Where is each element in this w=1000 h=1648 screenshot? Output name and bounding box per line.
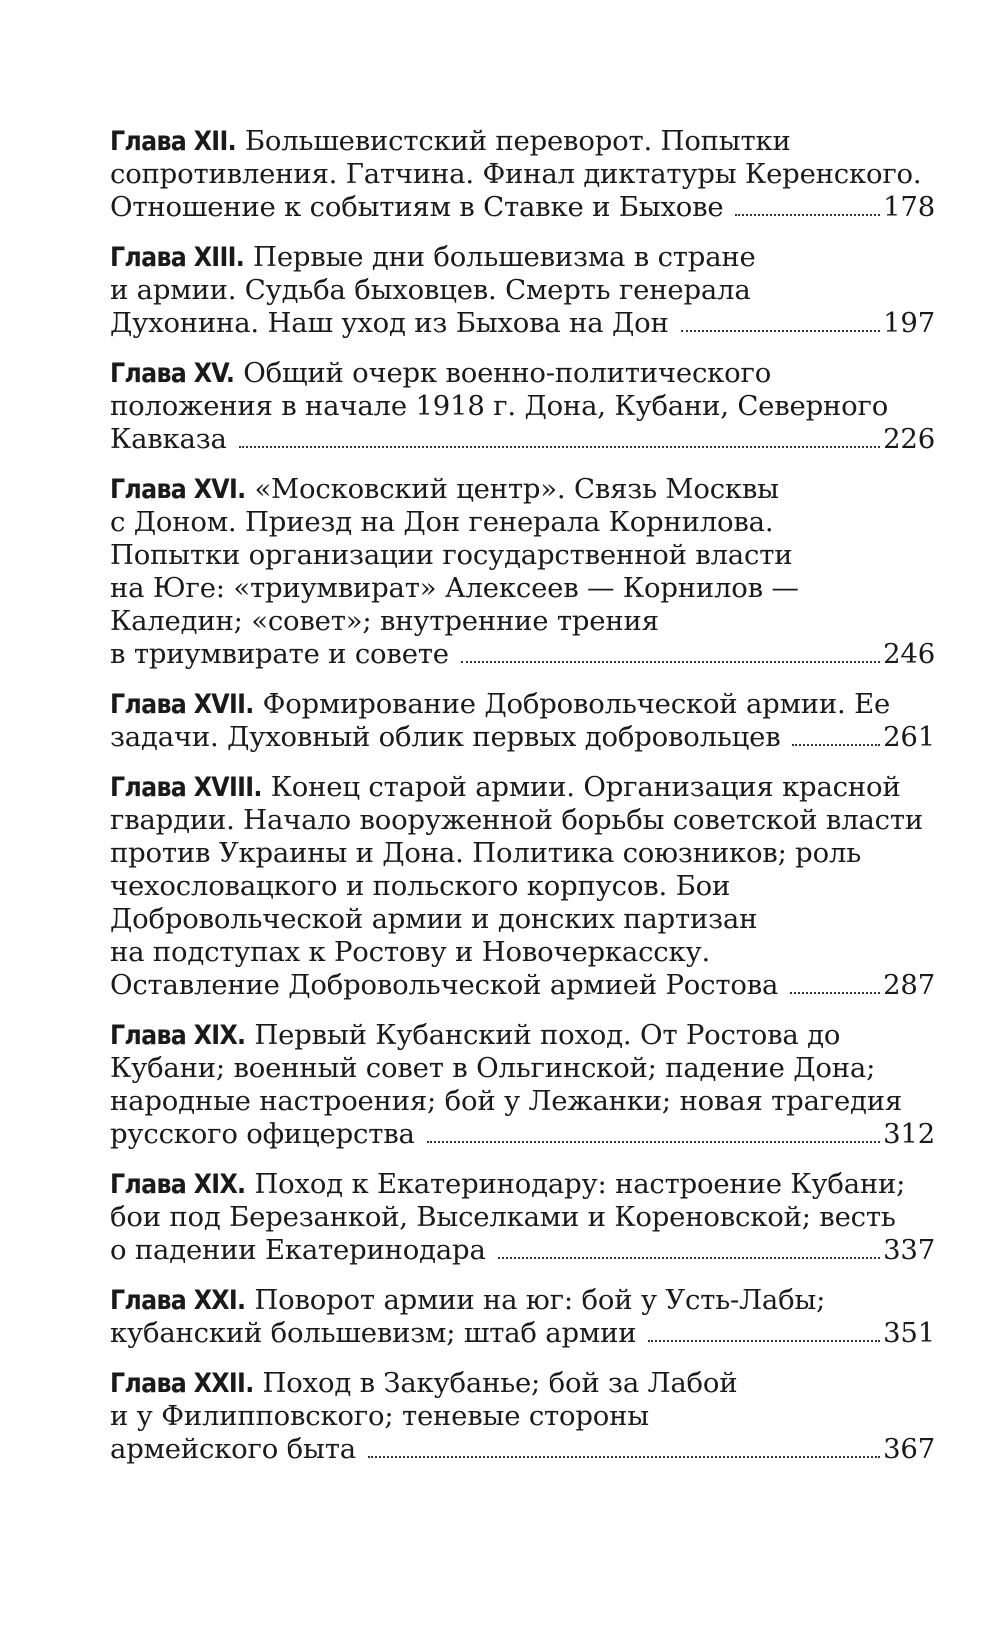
chapter-label: Глава XXII.: [110, 1368, 254, 1399]
chapter-title-text: с Доном. Приезд на Дон генерала Корнилова.: [110, 506, 774, 538]
page-number: 178: [883, 191, 935, 223]
toc-line: [110, 307, 935, 340]
chapter-title-text: Духонина. Наш уход из Быхова на Дон: [110, 307, 669, 339]
chapter-title-text: Кавказа: [110, 423, 227, 455]
chapter-title-text: сопротивления. Гатчина. Финал диктатуры Керенского.: [110, 158, 922, 190]
toc-line: [110, 638, 935, 671]
toc-entry: [110, 1284, 935, 1350]
page-number: 197: [883, 307, 935, 339]
dot-leader: [239, 446, 880, 448]
toc-line: [110, 1433, 935, 1466]
toc-line: [110, 125, 935, 158]
chapter-title-text: Кубани; военный совет в Ольгинской; падение Дона;: [110, 1052, 876, 1084]
toc-line: [110, 1168, 935, 1201]
chapter-label-wrap: [110, 771, 271, 804]
toc-line: [110, 837, 935, 870]
toc-line: [110, 1118, 935, 1151]
page-number: 287: [883, 969, 935, 1001]
toc-entry: [110, 125, 935, 224]
chapter-title-text: Добровольческой армии и донских партизан: [110, 903, 758, 935]
chapter-label-wrap: [110, 473, 254, 506]
chapter-title-text: положения в начале 1918 г. Дона, Кубани, Северного: [110, 390, 889, 422]
chapter-label: Глава XIII.: [110, 242, 245, 273]
toc-entry: [110, 771, 935, 1002]
page-number: 246: [883, 638, 935, 670]
chapter-label: Глава XVII.: [110, 689, 254, 720]
toc-line: [110, 936, 935, 969]
chapter-title-text: народные настроения; бой у Лежанки; новая трагедия: [110, 1085, 903, 1117]
chapter-title-text: Первые дни большевизма в стране: [253, 241, 756, 273]
chapter-label-wrap: [110, 1019, 254, 1052]
toc-entry: [110, 1367, 935, 1466]
toc-line: [110, 804, 935, 837]
chapter-title-text: Первый Кубанский поход. От Ростова до: [254, 1019, 841, 1051]
toc-entry: [110, 688, 935, 754]
toc-line: [110, 870, 935, 903]
chapter-title-text: и у Филипповского; теневые стороны: [110, 1400, 649, 1432]
chapter-title-text: Каледин; «совет»; внутренние трения: [110, 605, 659, 637]
toc-line: [110, 241, 935, 274]
chapter-label-wrap: [110, 241, 253, 274]
chapter-label: Глава XVIII.: [110, 772, 262, 803]
page-number: 367: [883, 1433, 935, 1465]
chapter-label-wrap: [110, 125, 245, 158]
chapter-title-text: армейского быта: [110, 1433, 356, 1465]
toc-line: [110, 423, 935, 456]
chapter-title-text: на подступах к Ростову и Новочеркасску.: [110, 936, 711, 968]
dot-leader: [790, 992, 880, 994]
dot-leader: [792, 744, 880, 746]
chapter-label: Глава XV.: [110, 358, 235, 389]
toc-entry: [110, 241, 935, 340]
chapter-label-wrap: [110, 1284, 254, 1317]
toc-line: [110, 1085, 935, 1118]
chapter-title-text: против Украины и Дона. Политика союзников; роль: [110, 837, 861, 869]
chapter-title-text: Попытки организации государственной власти: [110, 539, 793, 571]
page-number: 351: [883, 1317, 935, 1349]
dot-leader: [461, 661, 880, 663]
toc-line: [110, 357, 935, 390]
toc-line: [110, 1234, 935, 1267]
chapter-title-text: и армии. Судьба быховцев. Смерть генерала: [110, 274, 751, 306]
toc-line: [110, 1400, 935, 1433]
toc-line: [110, 1201, 935, 1234]
chapter-title-text: задачи. Духовный облик первых добровольцев: [110, 721, 781, 753]
chapter-label: Глава XIX.: [110, 1020, 246, 1051]
chapter-title-text: Оставление Добровольческой армией Ростова: [110, 969, 779, 1001]
chapter-label: Глава XIX.: [110, 1169, 246, 1200]
toc-entry: [110, 473, 935, 671]
chapter-title-text: на Юге: «триумвират» Алексеев — Корнилов —: [110, 572, 799, 604]
page-number: 226: [883, 423, 935, 455]
chapter-label-wrap: [110, 1168, 254, 1201]
chapter-label-wrap: [110, 357, 243, 390]
toc-line: [110, 274, 935, 307]
chapter-label-wrap: [110, 1367, 263, 1400]
toc-line: [110, 688, 935, 721]
chapter-title-text: Поход в Закубанье; бой за Лабой: [262, 1367, 738, 1399]
toc-line: [110, 903, 935, 936]
toc-line: [110, 771, 935, 804]
toc-line: [110, 572, 935, 605]
chapter-title-text: Отношение к событиям в Ставке и Быхове: [110, 191, 724, 223]
table-of-contents: [110, 125, 935, 1483]
page-number: 337: [883, 1234, 935, 1266]
toc-line: [110, 1019, 935, 1052]
dot-leader: [498, 1257, 880, 1259]
chapter-title-text: чехословацкого и польского корпусов. Бои: [110, 870, 731, 902]
chapter-title-text: кубанский большевизм; штаб армии: [110, 1317, 637, 1349]
chapter-title-text: Поход к Екатеринодару: настроение Кубани;: [254, 1168, 906, 1200]
toc-line: [110, 473, 935, 506]
chapter-title-text: о падении Екатеринодара: [110, 1234, 486, 1266]
toc-line: [110, 969, 935, 1002]
toc-line: [110, 539, 935, 572]
chapter-title-text: Большевистский переворот. Попытки: [244, 125, 791, 157]
chapter-title-text: бои под Березанкой, Выселками и Кореновской; весть: [110, 1201, 896, 1233]
toc-entry: [110, 1019, 935, 1151]
toc-line: [110, 506, 935, 539]
chapter-title-text: в триумвирате и совете: [110, 638, 449, 670]
dot-leader: [735, 214, 880, 216]
toc-line: [110, 191, 935, 224]
toc-entry: [110, 357, 935, 456]
chapter-label-wrap: [110, 688, 263, 721]
dot-leader: [427, 1141, 880, 1143]
dot-leader: [681, 330, 880, 332]
chapter-title-text: Общий очерк военно-политического: [243, 357, 772, 389]
toc-line: [110, 1052, 935, 1085]
chapter-title-text: гвардии. Начало вооруженной борьбы советской власти: [110, 804, 924, 836]
chapter-label: Глава XXI.: [110, 1285, 246, 1316]
chapter-title-text: «Московский центр». Связь Москвы: [254, 473, 779, 505]
toc-line: [110, 721, 935, 754]
toc-line: [110, 1367, 935, 1400]
chapter-title-text: Конец старой армии. Организация красной: [270, 771, 901, 803]
chapter-label: Глава XII.: [110, 126, 236, 157]
chapter-label: Глава XVI.: [110, 474, 246, 505]
chapter-title-text: Поворот армии на юг: бой у Усть-Лабы;: [254, 1284, 826, 1316]
chapter-title-text: русского офицерства: [110, 1118, 415, 1150]
toc-entry: [110, 1168, 935, 1267]
page-number: 312: [883, 1118, 935, 1150]
dot-leader: [648, 1340, 880, 1342]
chapter-title-text: Формирование Добровольческой армии. Ее: [262, 688, 891, 720]
toc-line: [110, 605, 935, 638]
dot-leader: [368, 1456, 880, 1458]
toc-line: [110, 158, 935, 191]
toc-line: [110, 1284, 935, 1317]
toc-line: [110, 1317, 935, 1350]
page-number: 261: [883, 721, 935, 753]
toc-line: [110, 390, 935, 423]
